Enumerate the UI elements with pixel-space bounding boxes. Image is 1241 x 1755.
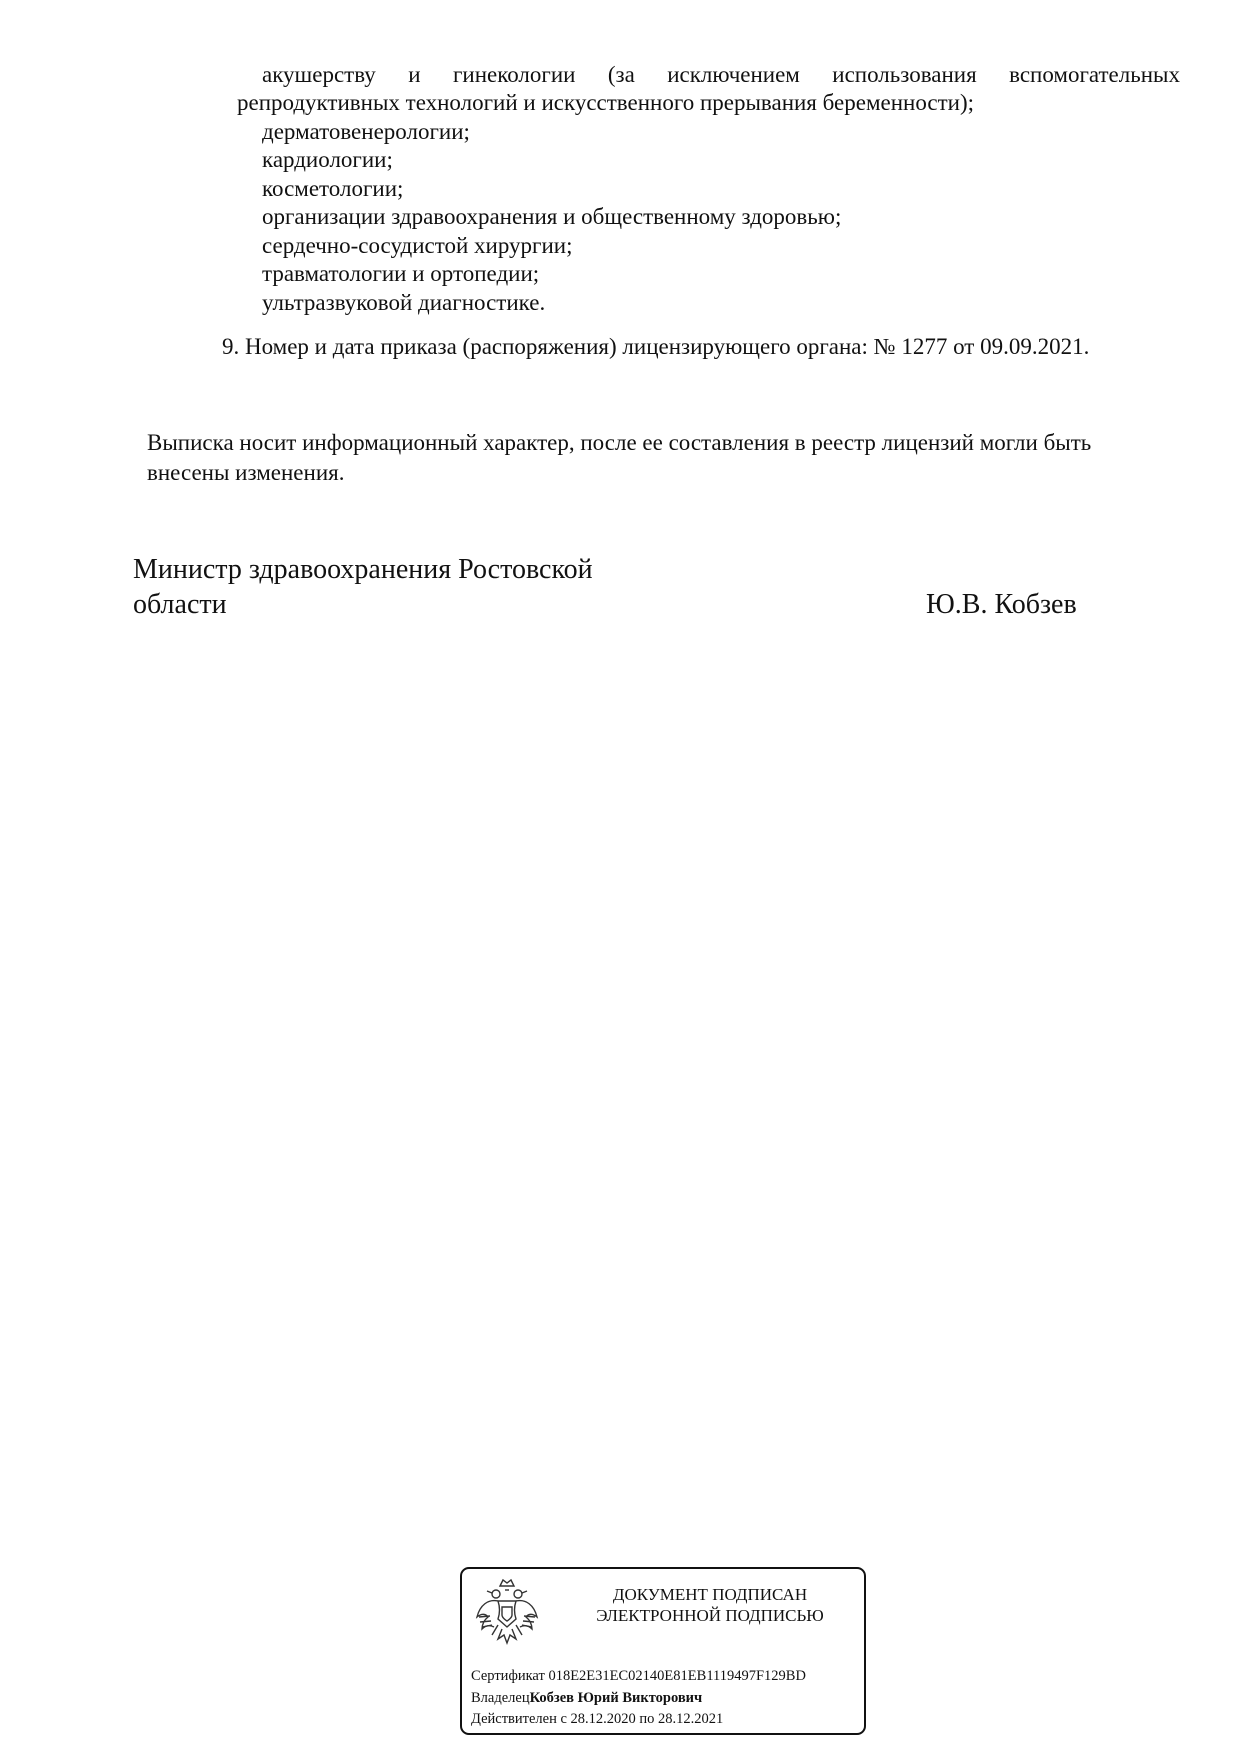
stamp-title-line1: ДОКУМЕНТ ПОДПИСАН <box>612 1585 808 1604</box>
order-number-date: 9. Номер и дата приказа (распоряжения) лицензирующего органа: № 1277 от 09.09.2021. <box>222 334 1090 359</box>
activity-cardiology: кардиологии; <box>262 147 393 172</box>
activity-cardiovascular-surgery: сердечно-сосудистой хирургии; <box>262 233 573 258</box>
note-line1: Выписка носит информационный характер, после ее составления в реестр лицензий могли быть <box>147 430 1092 455</box>
activity-health-organization: организации здравоохранения и общественному здоровью; <box>262 204 842 229</box>
stamp-certificate: Сертификат 018E2E31EC02140E81EB1119497F129BD <box>471 1668 806 1684</box>
signature-position-line1: Министр здравоохранения Ростовской <box>133 554 593 585</box>
activity-cosmetology: косметологии; <box>262 176 404 201</box>
activity-ultrasound: ультразвуковой диагностике. <box>262 290 546 315</box>
stamp-validity: Действителен с 28.12.2020 по 28.12.2021 <box>471 1711 724 1727</box>
stamp-owner-label: Владелец <box>471 1690 530 1706</box>
activity-dermatovenereology: дерматовенерологии; <box>262 119 470 144</box>
activity-obstetrics-line1: акушерству и гинекологии (за исключением использования вспомогательных <box>262 62 1180 87</box>
electronic-signature-stamp <box>460 1567 866 1735</box>
note-line2: внесены изменения. <box>147 460 345 485</box>
stamp-owner <box>471 1689 702 1707</box>
stamp-owner-name: Кобзев Юрий Викторович <box>529 1690 703 1706</box>
coat-of-arms-icon <box>474 1577 540 1653</box>
activity-obstetrics-line2: репродуктивных технологий и искусственного прерывания беременности); <box>237 90 975 115</box>
signature-name: Ю.В. Кобзев <box>926 589 1077 620</box>
stamp-title-line2: ЭЛЕКТРОННОЙ ПОДПИСЬЮ <box>596 1606 824 1625</box>
signature-position-line2: области <box>133 589 227 620</box>
activity-traumatology: травматологии и ортопедии; <box>262 261 540 286</box>
